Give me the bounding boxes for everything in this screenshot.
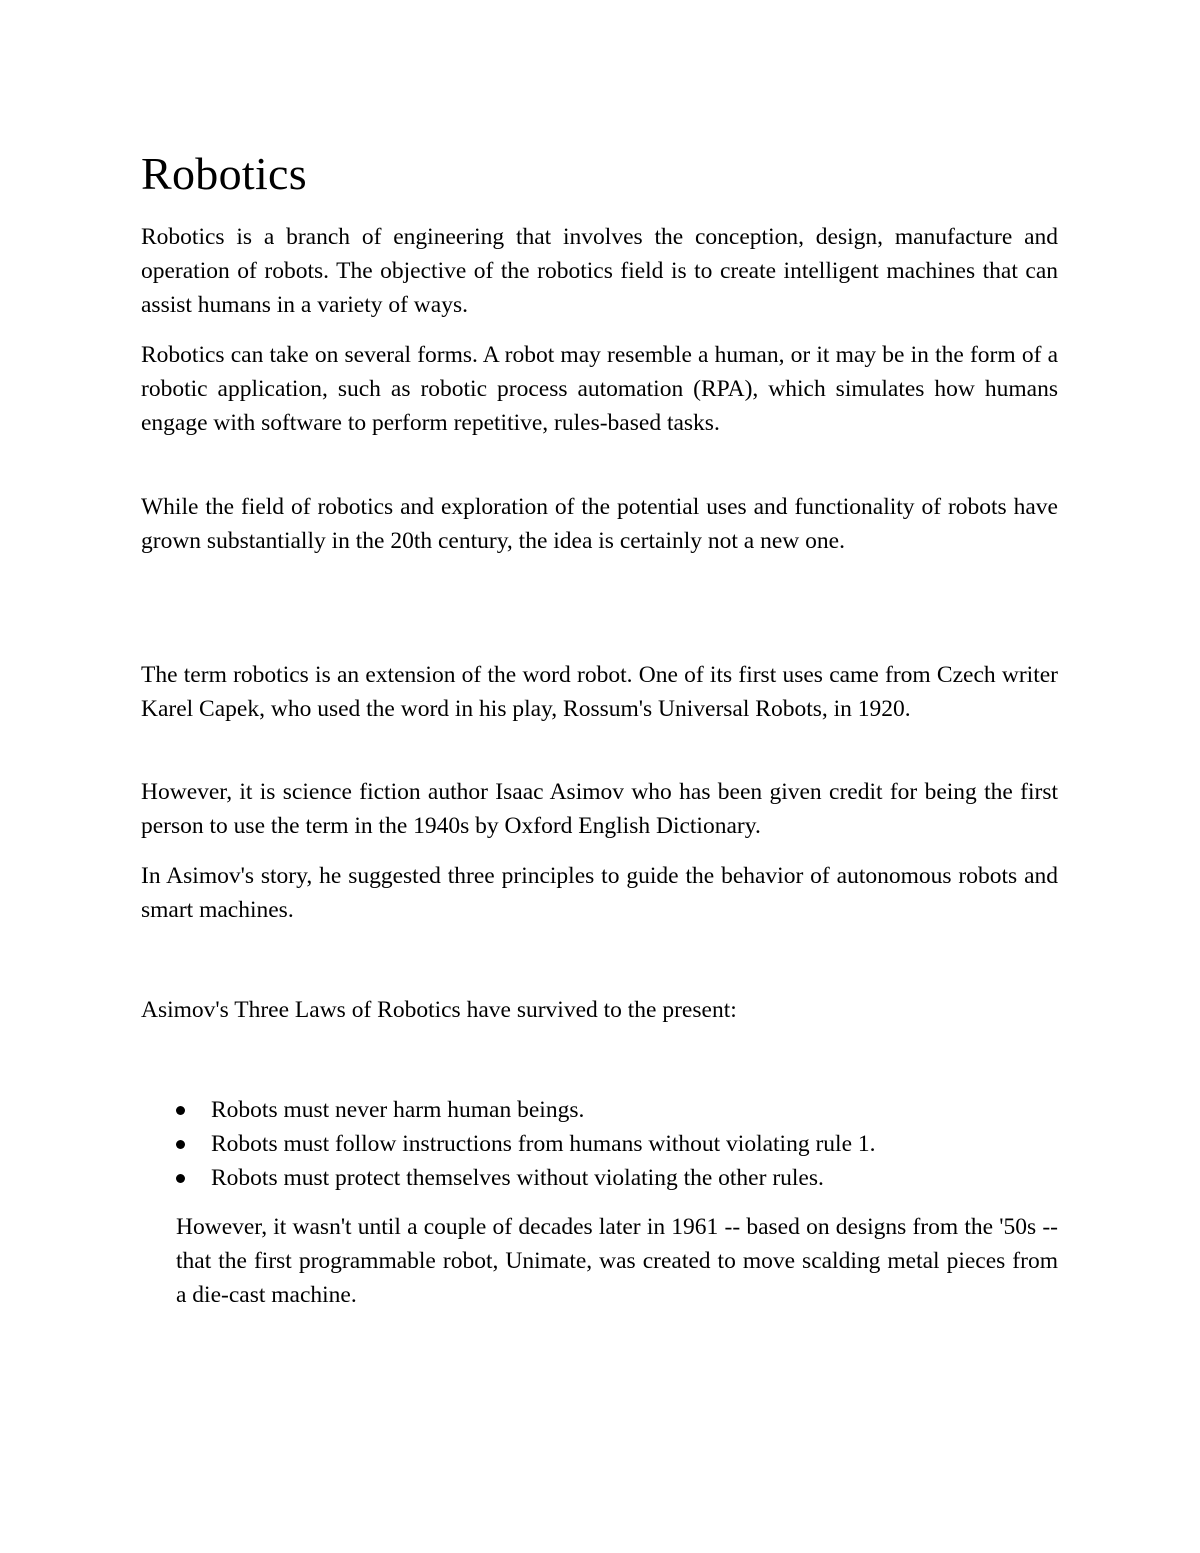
paragraph-laws-intro: Asimov's Three Laws of Robotics have survived to the present: <box>141 997 737 1023</box>
paragraph-definition: Robotics is a branch of engineering that involves the conception, design, manufacture and operation of robots. The objective of the robotics field is to create intelligent machines that can assist humans in a variety of ways. <box>141 224 1058 318</box>
paragraph-unimate: However, it wasn't until a couple of decades later in 1961 -- based on designs from the '50s -- that the first programmable robot, Unimate, was created to move scalding metal pieces from a die-cast machine. <box>176 1214 1058 1308</box>
bullet-icon <box>176 1140 185 1149</box>
paragraph-asimov-principles: In Asimov's story, he suggested three principles to guide the behavior of autonomous robots and smart machines. <box>141 863 1058 923</box>
law-text: Robots must follow instructions from humans without violating rule 1. <box>211 1131 876 1157</box>
law-text: Robots must protect themselves without violating the other rules. <box>211 1165 824 1191</box>
law-text: Robots must never harm human beings. <box>211 1097 585 1123</box>
list-item <box>176 1127 876 1161</box>
three-laws-list <box>176 1093 876 1195</box>
bullet-icon <box>176 1106 185 1115</box>
paragraph-term-origin: The term robotics is an extension of the word robot. One of its first uses came from Czech writer Karel Capek, who used the word in his play, Rossum's Universal Robots, in 1920. <box>141 662 1058 722</box>
list-item <box>176 1161 876 1195</box>
paragraph-history-intro: While the field of robotics and exploration of the potential uses and functionality of robots have grown substantially in the 20th century, the idea is certainly not a new one. <box>141 494 1058 554</box>
bullet-icon <box>176 1174 185 1183</box>
document-title: Robotics <box>141 148 307 199</box>
paragraph-forms: Robotics can take on several forms. A robot may resemble a human, or it may be in the form of a robotic application, such as robotic process automation (RPA), which simulates how humans engage with software to perform repetitive, rules-based tasks. <box>141 342 1058 436</box>
paragraph-asimov-credit: However, it is science fiction author Isaac Asimov who has been given credit for being the first person to use the term in the 1940s by Oxford English Dictionary. <box>141 779 1058 839</box>
list-item <box>176 1093 876 1127</box>
